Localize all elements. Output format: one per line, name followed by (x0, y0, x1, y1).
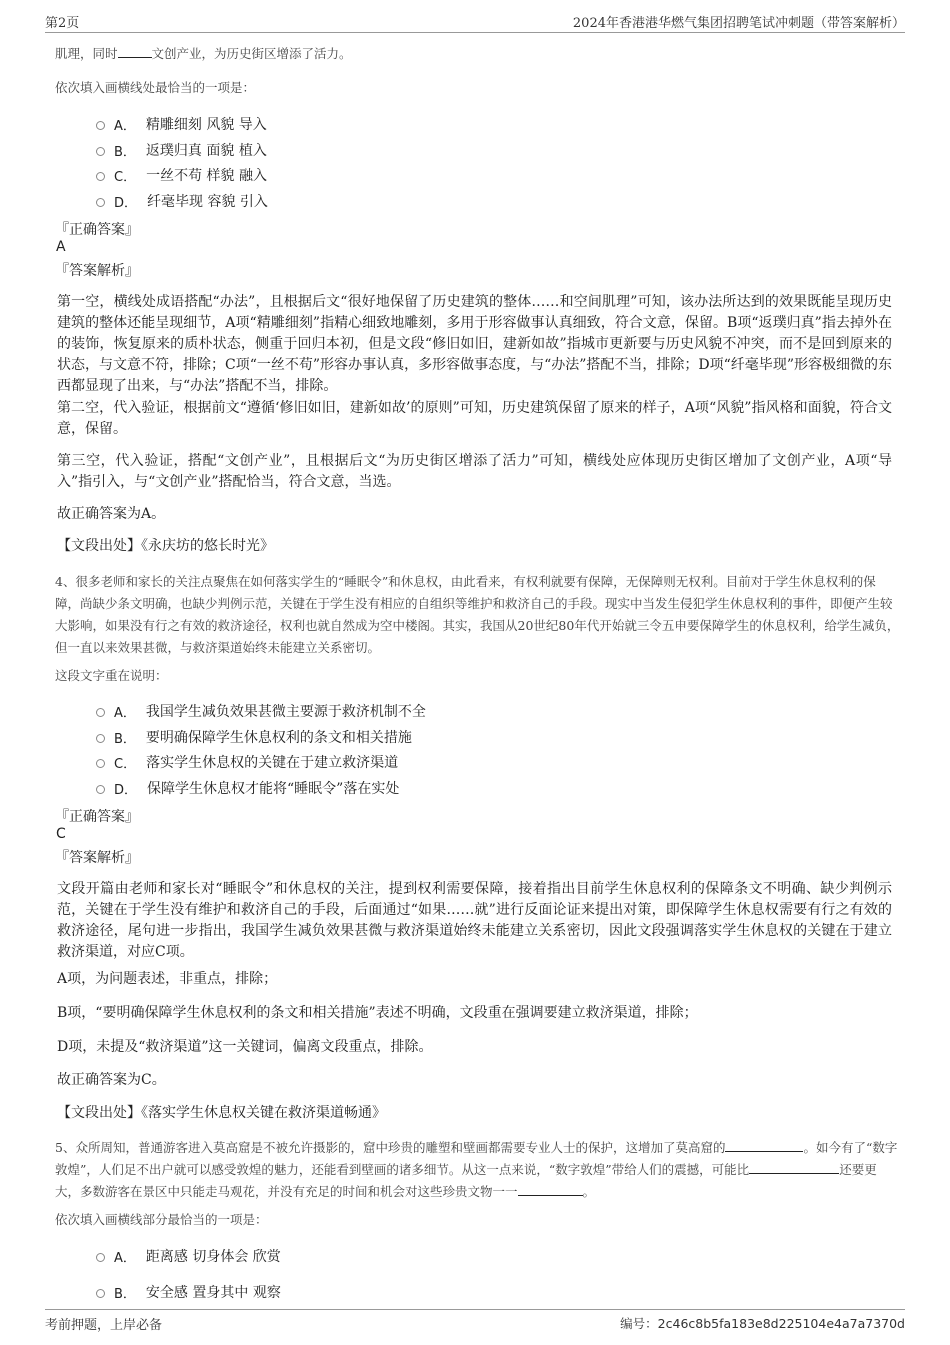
q3-option-d[interactable]: D． 纤毫毕现 容貌 引入 (96, 191, 268, 211)
document-id: 编号：2c46c8b5fa183e8d225104e4a7a7370d (620, 1316, 905, 1331)
footer-divider (45, 1309, 905, 1310)
q3-conclusion: 故正确答案为A。 (57, 506, 166, 522)
q3-analysis-paragraph: 第一空，横线处成语搭配“办法”，且根据后文“很好地保留了历史建筑的整体……和空间肌理”可知，该办法所达到的效果既能呈现历史建筑的整体还能呈现细节，A项“精雕细刻”指精心细致地雕刻，多用于形容做事认真细致，符合文意，保留。B项“返璞归真”指去掉外在的装饰，恢复原来的质朴状态，侧重于回归本初，但是文段“修旧如旧，建新如故”指城市更新要与历史风貌不冲突，而不是回到原来的状态，与文意不符，排除；C项“一丝不苟”形容办事认真，多形容做事态度，与“办法”搭配不当，排除；D项“纤毫毕现”形容极细微的东西都显现了出来，与“办法”搭配不当，排除。 (57, 294, 892, 394)
q4-analysis-paragraph: D项，未提及“救济渠道”这一关键词，偏离文段重点，排除。 (57, 1039, 433, 1055)
radio-icon[interactable] (96, 198, 105, 207)
radio-icon[interactable] (96, 708, 105, 717)
q4-conclusion: 故正确答案为C。 (57, 1072, 166, 1088)
q4-answer: C (56, 826, 66, 842)
q3-analysis-label: 『答案解析』 (55, 263, 139, 279)
q3-source: 【文段出处】《永庆坊的悠长时光》 (57, 538, 274, 554)
q4-option-b[interactable]: B． 要明确保障学生休息权利的条文和相关措施 (96, 727, 412, 747)
q4-analysis-label: 『答案解析』 (55, 850, 139, 866)
q3-option-a[interactable]: A． 精雕细刻 风貌 导入 (96, 114, 267, 134)
radio-icon[interactable] (96, 1253, 105, 1262)
q3-option-b[interactable]: B． 返璞归真 面貌 植入 (96, 140, 267, 160)
q5-prompt: 依次填入画横线部分最恰当的一项是： (55, 1212, 268, 1227)
q4-prompt: 这段文字重在说明： (55, 668, 168, 683)
q4-option-d[interactable]: D． 保障学生休息权才能将“睡眠令”落在实处 (96, 778, 399, 798)
document-title: 2024年香港港华燃气集团招聘笔试冲刺题（带答案解析） (572, 16, 905, 31)
radio-icon[interactable] (96, 1289, 105, 1298)
q5-option-b[interactable]: B． 安全感 置身其中 观察 (96, 1282, 281, 1302)
q3-prompt: 依次填入画横线处最恰当的一项是： (55, 80, 256, 95)
q5-option-a[interactable]: A． 距离感 切身体会 欣赏 (96, 1246, 281, 1266)
radio-icon[interactable] (96, 734, 105, 743)
radio-icon[interactable] (96, 147, 105, 156)
radio-icon[interactable] (96, 785, 105, 794)
radio-icon[interactable] (96, 172, 105, 181)
q4-option-c[interactable]: C． 落实学生休息权的关键在于建立救济渠道 (96, 752, 398, 772)
q5-question-text: 5、众所周知，普通游客进入莫高窟是不被允许摄影的，窟中珍贵的雕塑和壁画都需要专业人士的保护，这增加了莫高窟的 。如今有了“数字敦煌”，人们足不出户就可以感受敦煌的魅力，还能看到壁画的诸多细节。从这一点来说，“数字敦煌”带给人们的震撼，可能比 还要更大，多数游客在景区中只能走马观花，并没有充足的时间和机会对这些珍贵文物一一 。 (55, 1140, 898, 1199)
q5-blank-1 (725, 1151, 803, 1152)
q4-analysis-paragraph: 文段开篇由老师和家长对“睡眠令”和休息权的关注，提到权利需要保障，接着指出目前学生休息权利的保障条文不明确、缺少判例示范，关键在于学生没有维护和救济自己的手段，后面通过“如果……就”进行反面论证来提出对策，即保障学生休息权需要有行之有效的救济途径，尾句进一步指出，我国学生减负效果甚微与救济渠道始终未能建立关系密切，因此文段强调落实学生休息权的关键在于建立救济渠道，对应C项。 (57, 881, 892, 960)
radio-icon[interactable] (96, 121, 105, 130)
q3-analysis-paragraph: 第三空，代入验证，搭配“文创产业”，且根据后文“为历史街区增添了活力”可知，横线处应体现历史街区增加了文创产业，A项“导入”指引入，与“文创产业”搭配恰当，符合文意，当选。 (57, 453, 892, 490)
q3-analysis-paragraph: 第二空，代入验证，根据前文“遵循‘修旧如旧，建新如故’的原则”可知，历史建筑保留了原来的样子，A项“风貌”指风格和面貌，符合文意，保留。 (57, 400, 892, 437)
q4-option-a[interactable]: A． 我国学生减负效果甚微主要源于救济机制不全 (96, 701, 426, 721)
page-number: 第2页 (45, 16, 80, 31)
q4-answer-label: 『正确答案』 (55, 809, 139, 825)
q4-source: 【文段出处】《落实学生休息权关键在救济渠道畅通》 (57, 1105, 386, 1121)
q4-analysis-paragraph: B项，“要明确保障学生休息权利的条文和相关措施”表述不明确，文段重在强调要建立救济渠道，排除； (57, 1005, 698, 1021)
q5-blank-3 (518, 1195, 583, 1196)
radio-icon[interactable] (96, 759, 105, 768)
q3-option-c[interactable]: C． 一丝不苟 样貌 融入 (96, 165, 267, 185)
footer-slogan: 考前押题，上岸必备 (45, 1318, 163, 1333)
q3-answer: A (56, 239, 66, 255)
q3-continuation: 肌理，同时 文创产业，为历史街区增添了活力。 (55, 46, 352, 61)
header-divider (45, 32, 905, 33)
q3-answer-label: 『正确答案』 (55, 222, 139, 238)
q4-question-text: 4、很多老师和家长的关注点聚焦在如何落实学生的“睡眠令”和休息权，由此看来，有权利就要有保障，无保障则无权利。目前对于学生休息权利的保障，尚缺少条文明确，也缺少判例示范，关键在于学生没有相应的自组织等维护和救济自己的手段。现实中当发生侵犯学生休息权利的事件，即便产生较大影响，如果没有行之有效的救济途径，权利也就自然成为空中楼阁。其实，我国从20世纪80年代开始就三令五申要保障学生的休息权利，给学生减负，但一直以来效果甚微，与救济渠道始终未能建立关系密切。 (55, 574, 900, 655)
q4-analysis-paragraph: A项，为问题表述，非重点，排除； (57, 971, 278, 987)
q3-blank (118, 57, 152, 58)
q5-blank-2 (749, 1173, 839, 1174)
